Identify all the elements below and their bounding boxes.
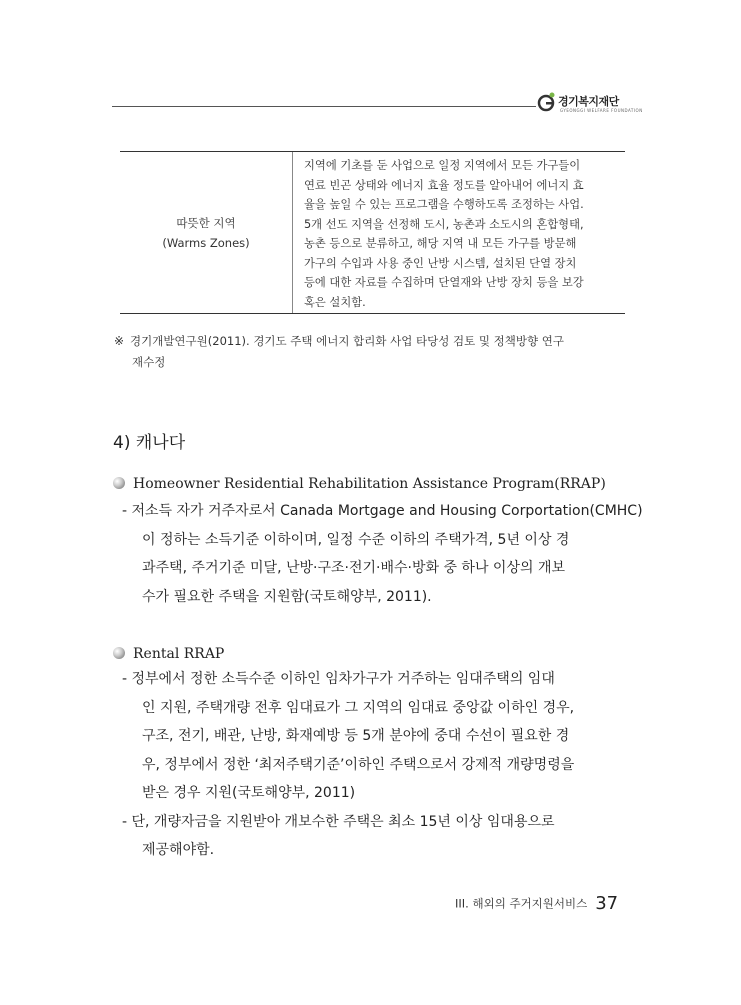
note-mark-icon: ※	[114, 334, 125, 348]
rental-rrap-heading	[113, 646, 224, 662]
body-line: - 저소득 자가 거주자로서 Canada Mortgage and Housing Corportation(CMHC)	[122, 503, 643, 519]
body-line: 수가 필요한 주택을 지원함(국토해양부, 2011).	[142, 588, 432, 605]
page-footer	[455, 893, 618, 914]
body-line: 이 정하는 소득기준 이하이며, 일정 수준 이하의 주택가격, 5년 이상 경	[142, 531, 570, 548]
logo-subtext: GYEONGGI WELFARE FOUNDATION	[560, 108, 643, 113]
page-number: 37	[595, 893, 619, 914]
description-line: 혹은 설치함.	[304, 295, 366, 309]
logo-text: 경기복지재단	[558, 95, 619, 108]
body-line: - 단, 개량자금을 지원받아 개보수한 주택은 최소 15년 이상 임대용으로	[122, 813, 555, 830]
term-korean: 따뜻한 지역	[176, 215, 236, 230]
header-rule	[112, 106, 536, 107]
bullet-icon	[113, 477, 125, 489]
table-term-cell	[120, 152, 292, 313]
description-line: 5개 선도 지역을 선정해 도시, 농촌과 소도시의 혼합형태,	[304, 217, 584, 231]
term-english: (Warms Zones)	[162, 235, 250, 250]
description-line: 율을 높일 수 있는 프로그램을 수행하도록 조정하는 사업.	[304, 198, 584, 211]
body-line: 구조, 전기, 배관, 난방, 화재예방 등 5개 분야에 중대 수선이 필요한 경	[142, 728, 570, 744]
body-line: 받은 경우 지원(국토해양부, 2011)	[142, 785, 356, 801]
foundation-logo	[536, 90, 646, 120]
description-line: 연료 빈곤 상태와 에너지 효율 정도를 알아내어 에너지 효	[304, 178, 584, 192]
section-title: 4) 캐나다	[113, 433, 186, 453]
bullet-icon	[113, 647, 125, 659]
body-line: - 정부에서 정한 소득수준 이하인 임차가구가 거주하는 임대주택의 임대	[122, 671, 555, 687]
description-line: 농촌 등으로 분류하고, 해당 지역 내 모든 가구를 방문해	[304, 237, 577, 250]
rrap-heading	[113, 476, 606, 492]
body-line: 우, 정부에서 정한 ‘최저주택기준’이하인 주택으로서 강제적 개량명령을	[142, 756, 575, 773]
rental-rrap-body	[122, 665, 574, 865]
body-line: 제공해야함.	[142, 842, 215, 858]
rrap-body	[122, 497, 643, 611]
note-line: 재수정	[132, 355, 166, 369]
description-line: 지역에 기초를 둔 사업으로 일정 지역에서 모든 가구들이	[304, 159, 581, 172]
rental-rrap-heading-text: Rental RRAP	[133, 646, 225, 662]
description-line: 등에 대한 자료를 수집하며 단열재와 난방 장치 등을 보강	[304, 276, 584, 289]
table-description-cell	[304, 156, 620, 312]
description-line: 가구의 수입과 사용 중인 난방 시스템, 설치된 단열 장치	[304, 256, 577, 270]
note-line: 경기개발연구원(2011). 경기도 주택 에너지 합리화 사업 타당성 검토 및 정책방향 연구	[130, 334, 564, 348]
warm-zones-table	[120, 151, 625, 314]
body-line: 과주택, 주거기준 미달, 난방·구조·전기·배수·방화 중 하나 이상의 개보	[142, 560, 565, 576]
table-column-divider	[292, 152, 293, 313]
logo-mark-icon	[536, 90, 558, 114]
body-line: 인 지원, 주택개량 전후 임대료가 그 지역의 임대료 중앙값 이하인 경우,	[142, 699, 575, 716]
source-note	[114, 331, 564, 373]
footer-section-label: III. 해외의 주거지원서비스	[455, 896, 588, 911]
rrap-heading-text: Homeowner Residential Rehabilitation Assistance Program(RRAP)	[133, 476, 606, 492]
